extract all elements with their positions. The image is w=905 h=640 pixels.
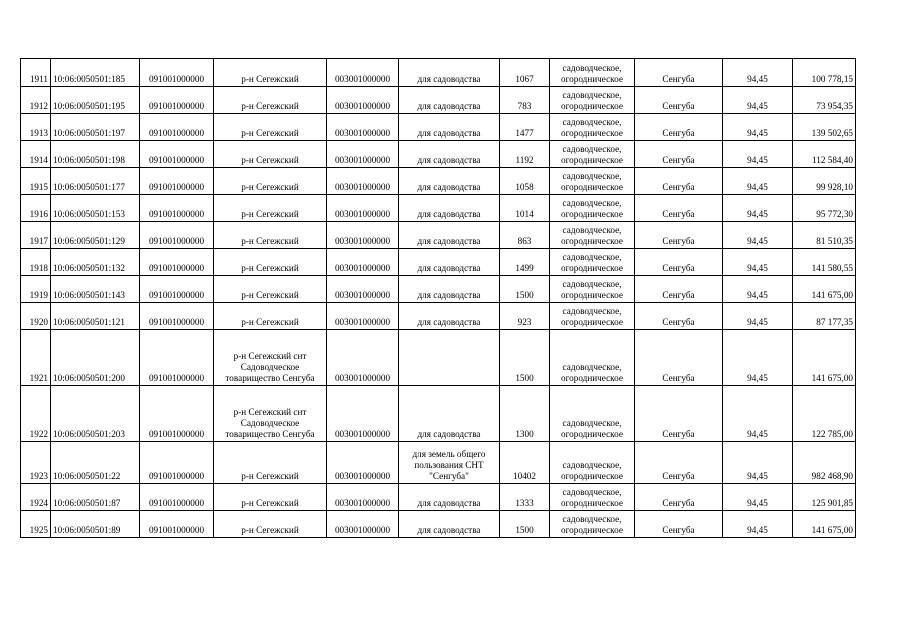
okato-code: 091001000000 [140,303,214,330]
table-row [21,59,856,87]
cadastral-number: 10:06:0050501:198 [51,141,140,168]
table-row [21,114,856,141]
location: Сенгуба [635,484,723,511]
category-code: 003001000000 [327,87,399,114]
specific-value: 94,45 [723,442,793,484]
table-row [21,330,856,386]
row-number: 1913 [21,114,51,141]
category-code: 003001000000 [327,114,399,141]
okato-code: 091001000000 [140,249,214,276]
address: р-н Сегежский [214,276,327,303]
row-number: 1912 [21,87,51,114]
location: Сенгуба [635,249,723,276]
category-code: 003001000000 [327,141,399,168]
location: Сенгуба [635,303,723,330]
specific-value: 94,45 [723,303,793,330]
address: р-н Сегежский снт Садоводческое товарищество Сенгуба [214,330,327,386]
category-code: 003001000000 [327,386,399,442]
address: р-н Сегежский [214,249,327,276]
row-number: 1914 [21,141,51,168]
okato-code: 091001000000 [140,442,214,484]
permitted-use: для садоводства [399,511,500,538]
land-category: садоводческое, огородническое [550,330,635,386]
okato-code: 091001000000 [140,484,214,511]
permitted-use: для садоводства [399,222,500,249]
okato-code: 091001000000 [140,330,214,386]
address: р-н Сегежский [214,484,327,511]
table-row [21,222,856,249]
land-category: садоводческое, огородническое [550,511,635,538]
cadastral-number: 10:06:0050501:129 [51,222,140,249]
address: р-н Сегежский [214,303,327,330]
land-category: садоводческое, огородническое [550,59,635,87]
land-area: 1500 [500,276,550,303]
location: Сенгуба [635,168,723,195]
land-area: 783 [500,87,550,114]
specific-value: 94,45 [723,276,793,303]
okato-code: 091001000000 [140,511,214,538]
table-row [21,511,856,538]
category-code: 003001000000 [327,442,399,484]
specific-value: 94,45 [723,195,793,222]
cadastral-number: 10:06:0050501:132 [51,249,140,276]
cadastral-value: 141 675,00 [793,511,856,538]
permitted-use: для садоводства [399,276,500,303]
land-category: садоводческое, огородническое [550,222,635,249]
permitted-use: для садоводства [399,59,500,87]
specific-value: 94,45 [723,386,793,442]
permitted-use: для садоводства [399,303,500,330]
table-row [21,276,856,303]
address: р-н Сегежский [214,168,327,195]
land-area: 1014 [500,195,550,222]
land-category: садоводческое, огородническое [550,141,635,168]
row-number: 1925 [21,511,51,538]
category-code: 003001000000 [327,484,399,511]
address: р-н Сегежский [214,195,327,222]
category-code: 003001000000 [327,249,399,276]
table-row [21,195,856,222]
table-row [21,87,856,114]
land-area: 1500 [500,330,550,386]
cadastral-value: 141 580,55 [793,249,856,276]
land-category: садоводческое, огородническое [550,442,635,484]
address: р-н Сегежский [214,114,327,141]
cadastral-value: 139 502,65 [793,114,856,141]
land-area: 1300 [500,386,550,442]
land-area: 863 [500,222,550,249]
permitted-use: для земель общего пользования СНТ "Сенгуба" [399,442,500,484]
cadastral-number: 10:06:0050501:200 [51,330,140,386]
table-row [21,303,856,330]
permitted-use: для садоводства [399,484,500,511]
specific-value: 94,45 [723,114,793,141]
okato-code: 091001000000 [140,168,214,195]
location: Сенгуба [635,511,723,538]
cadastral-value: 100 778,15 [793,59,856,87]
address: р-н Сегежский снт Садоводческое товарищество Сенгуба [214,386,327,442]
row-number: 1924 [21,484,51,511]
cadastral-value: 95 772,30 [793,195,856,222]
land-area: 1500 [500,511,550,538]
specific-value: 94,45 [723,484,793,511]
table-row [21,442,856,484]
cadastral-number: 10:06:0050501:185 [51,59,140,87]
permitted-use: для садоводства [399,114,500,141]
category-code: 003001000000 [327,511,399,538]
cadastral-value: 81 510,35 [793,222,856,249]
cadastral-number: 10:06:0050501:22 [51,442,140,484]
address: р-н Сегежский [214,222,327,249]
location: Сенгуба [635,386,723,442]
okato-code: 091001000000 [140,87,214,114]
cadastral-number: 10:06:0050501:89 [51,511,140,538]
land-category: садоводческое, огородническое [550,195,635,222]
cadastral-number: 10:06:0050501:153 [51,195,140,222]
category-code: 003001000000 [327,168,399,195]
table-row [21,386,856,442]
permitted-use: для садоводства [399,386,500,442]
land-area: 923 [500,303,550,330]
okato-code: 091001000000 [140,114,214,141]
cadastral-number: 10:06:0050501:197 [51,114,140,141]
cadastral-value: 87 177,35 [793,303,856,330]
category-code: 003001000000 [327,222,399,249]
permitted-use: для садоводства [399,87,500,114]
land-area: 1067 [500,59,550,87]
table-row [21,141,856,168]
specific-value: 94,45 [723,87,793,114]
land-area: 1058 [500,168,550,195]
specific-value: 94,45 [723,330,793,386]
category-code: 003001000000 [327,303,399,330]
permitted-use: для садоводства [399,249,500,276]
permitted-use: для садоводства [399,141,500,168]
permitted-use: для садоводства [399,195,500,222]
land-area: 1333 [500,484,550,511]
land-area: 10402 [500,442,550,484]
specific-value: 94,45 [723,249,793,276]
table-row [21,249,856,276]
location: Сенгуба [635,59,723,87]
specific-value: 94,45 [723,141,793,168]
land-category: садоводческое, огородническое [550,114,635,141]
location: Сенгуба [635,87,723,114]
row-number: 1919 [21,276,51,303]
address: р-н Сегежский [214,442,327,484]
land-area: 1499 [500,249,550,276]
table-row [21,168,856,195]
row-number: 1915 [21,168,51,195]
table-row [21,484,856,511]
cadastral-value-table [20,58,856,538]
address: р-н Сегежский [214,141,327,168]
table-body [21,59,856,538]
okato-code: 091001000000 [140,222,214,249]
land-area: 1477 [500,114,550,141]
specific-value: 94,45 [723,59,793,87]
category-code: 003001000000 [327,276,399,303]
specific-value: 94,45 [723,511,793,538]
cadastral-value: 982 468,90 [793,442,856,484]
cadastral-value: 125 901,85 [793,484,856,511]
cadastral-number: 10:06:0050501:195 [51,87,140,114]
okato-code: 091001000000 [140,141,214,168]
cadastral-value: 122 785,00 [793,386,856,442]
location: Сенгуба [635,114,723,141]
okato-code: 091001000000 [140,386,214,442]
cadastral-value: 112 584,40 [793,141,856,168]
address: р-н Сегежский [214,511,327,538]
row-number: 1916 [21,195,51,222]
specific-value: 94,45 [723,222,793,249]
land-category: садоводческое, огородническое [550,168,635,195]
cadastral-number: 10:06:0050501:87 [51,484,140,511]
cadastral-value: 141 675,00 [793,276,856,303]
row-number: 1917 [21,222,51,249]
category-code: 003001000000 [327,59,399,87]
specific-value: 94,45 [723,168,793,195]
cadastral-number: 10:06:0050501:177 [51,168,140,195]
okato-code: 091001000000 [140,276,214,303]
permitted-use: для садоводства [399,168,500,195]
land-category: садоводческое, огородническое [550,484,635,511]
row-number: 1922 [21,386,51,442]
cadastral-value: 73 954,35 [793,87,856,114]
row-number: 1911 [21,59,51,87]
location: Сенгуба [635,330,723,386]
cadastral-value: 141 675,00 [793,330,856,386]
row-number: 1921 [21,330,51,386]
row-number: 1923 [21,442,51,484]
land-category: садоводческое, огородническое [550,386,635,442]
address: р-н Сегежский [214,87,327,114]
cadastral-number: 10:06:0050501:121 [51,303,140,330]
cadastral-number: 10:06:0050501:203 [51,386,140,442]
location: Сенгуба [635,442,723,484]
row-number: 1918 [21,249,51,276]
okato-code: 091001000000 [140,59,214,87]
cadastral-number: 10:06:0050501:143 [51,276,140,303]
row-number: 1920 [21,303,51,330]
address: р-н Сегежский [214,59,327,87]
land-area: 1192 [500,141,550,168]
cadastral-value: 99 928,10 [793,168,856,195]
location: Сенгуба [635,141,723,168]
land-category: садоводческое, огородническое [550,276,635,303]
location: Сенгуба [635,195,723,222]
permitted-use [399,330,500,386]
land-category: садоводческое, огородническое [550,303,635,330]
okato-code: 091001000000 [140,195,214,222]
category-code: 003001000000 [327,195,399,222]
location: Сенгуба [635,222,723,249]
land-category: садоводческое, огородническое [550,87,635,114]
location: Сенгуба [635,276,723,303]
category-code: 003001000000 [327,330,399,386]
land-category: садоводческое, огородническое [550,249,635,276]
